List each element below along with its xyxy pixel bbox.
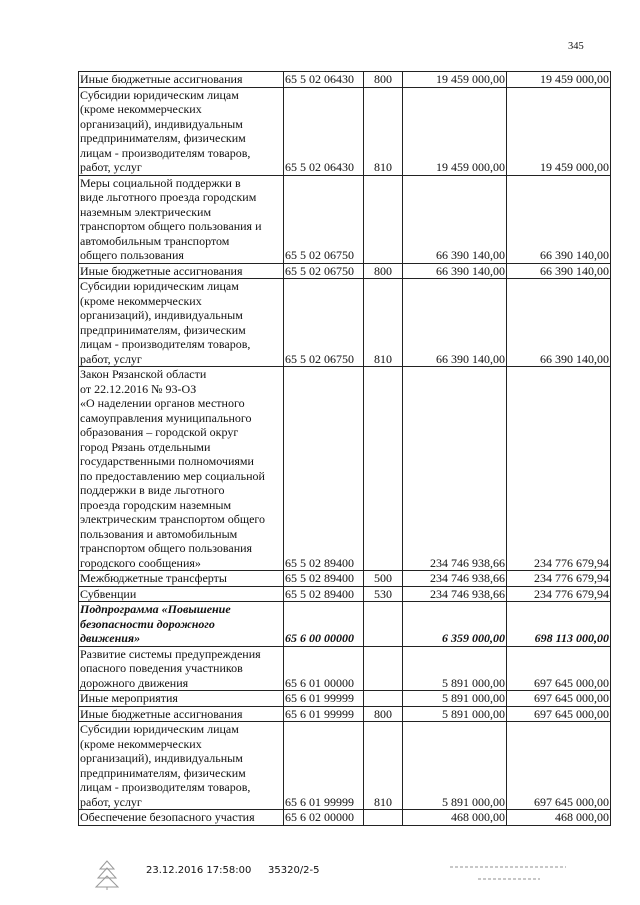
print-date: 23.12.2016 17:58:00 [146, 865, 252, 876]
cell-code: 65 6 01 99999 [284, 691, 364, 707]
cell-expense-type: 800 [364, 706, 403, 722]
cell-amount-1: 6 359 000,00 [403, 602, 507, 647]
cell-name: Субсидии юридическим лицам (кроме некоммерческих организаций), индивидуальным предпринимателям, физическим лицам - производителям товаров, работ, услуг [79, 87, 284, 175]
cell-expense-type [364, 602, 403, 647]
cell-name: Иные бюджетные ассигнования [79, 263, 284, 279]
cell-amount-1: 19 459 000,00 [403, 87, 507, 175]
table-row [79, 706, 611, 722]
cell-amount-2: 697 645 000,00 [507, 646, 611, 691]
cell-amount-2: 468 000,00 [507, 810, 611, 826]
cell-expense-type [364, 367, 403, 571]
table-row [79, 586, 611, 602]
cell-amount-2: 66 390 140,00 [507, 263, 611, 279]
table-row [79, 263, 611, 279]
table-row [79, 646, 611, 691]
cell-name: Подпрограмма «Повышение безопасности дорожного движения» [79, 602, 284, 647]
cell-code: 65 5 02 89400 [284, 586, 364, 602]
document-number: 35320/2-5 [268, 865, 320, 876]
cell-amount-1: 468 000,00 [403, 810, 507, 826]
cell-amount-2: 19 459 000,00 [507, 87, 611, 175]
table-row [79, 87, 611, 175]
table-row [79, 810, 611, 826]
cell-name: Иные мероприятия [79, 691, 284, 707]
cell-amount-1: 5 891 000,00 [403, 722, 507, 810]
cell-expense-type: 810 [364, 722, 403, 810]
archive-stamp-icon [94, 859, 120, 894]
cell-amount-1: 5 891 000,00 [403, 646, 507, 691]
table-row [79, 691, 611, 707]
cell-amount-1: 234 746 938,66 [403, 367, 507, 571]
cell-amount-2: 697 645 000,00 [507, 706, 611, 722]
cell-amount-1: 5 891 000,00 [403, 706, 507, 722]
cell-amount-2: 234 776 679,94 [507, 586, 611, 602]
table-row [79, 602, 611, 647]
cell-amount-2: 697 645 000,00 [507, 722, 611, 810]
cell-expense-type: 530 [364, 586, 403, 602]
cell-code: 65 6 01 99999 [284, 706, 364, 722]
cell-expense-type [364, 646, 403, 691]
faded-seal-watermark [448, 859, 568, 891]
cell-name: Субсидии юридическим лицам (кроме некоммерческих организаций), индивидуальным предпринимателям, физическим лицам - производителям товаров, работ, услуг [79, 279, 284, 367]
cell-expense-type [364, 691, 403, 707]
cell-amount-2: 234 776 679,94 [507, 367, 611, 571]
page-footer [0, 859, 640, 899]
cell-name: Иные бюджетные ассигнования [79, 72, 284, 88]
cell-code: 65 5 02 06430 [284, 87, 364, 175]
table-row [79, 571, 611, 587]
cell-amount-2: 698 113 000,00 [507, 602, 611, 647]
cell-amount-2: 234 776 679,94 [507, 571, 611, 587]
cell-expense-type: 810 [364, 279, 403, 367]
cell-expense-type: 800 [364, 72, 403, 88]
cell-amount-2: 66 390 140,00 [507, 279, 611, 367]
cell-amount-1: 66 390 140,00 [403, 263, 507, 279]
cell-expense-type [364, 175, 403, 263]
cell-amount-1: 5 891 000,00 [403, 691, 507, 707]
cell-expense-type: 500 [364, 571, 403, 587]
cell-code: 65 5 02 06430 [284, 72, 364, 88]
cell-code: 65 5 02 06750 [284, 263, 364, 279]
page-number: 345 [568, 41, 584, 52]
cell-name: Закон Рязанской области от 22.12.2016 № 93-ОЗ «О наделении органов местного самоуправления муниципального образования – городской округ город Рязань отдельными государственными полномочиями по предоставлению мер социальной поддержки в виде льготного проезда городским наземным электрическим транспортом общего пользования и автомобильным транспортом общего пользования городского сообщения» [79, 367, 284, 571]
cell-amount-2: 19 459 000,00 [507, 72, 611, 88]
cell-name: Субсидии юридическим лицам (кроме некоммерческих организаций), индивидуальным предпринимателям, физическим лицам - производителям товаров, работ, услуг [79, 722, 284, 810]
table-body [79, 72, 611, 826]
cell-name: Субвенции [79, 586, 284, 602]
cell-code: 65 5 02 89400 [284, 571, 364, 587]
cell-amount-1: 66 390 140,00 [403, 175, 507, 263]
budget-table [78, 71, 611, 826]
cell-amount-2: 66 390 140,00 [507, 175, 611, 263]
cell-code: 65 6 01 99999 [284, 722, 364, 810]
cell-amount-1: 66 390 140,00 [403, 279, 507, 367]
cell-name: Меры социальной поддержки в виде льготного проезда городским наземным электрическим транспортом общего пользования и автомобильным транспортом общего пользования [79, 175, 284, 263]
cell-amount-1: 19 459 000,00 [403, 72, 507, 88]
cell-expense-type: 800 [364, 263, 403, 279]
cell-code: 65 6 02 00000 [284, 810, 364, 826]
table-row [79, 279, 611, 367]
cell-name: Обеспечение безопасного участия [79, 810, 284, 826]
table-row [79, 72, 611, 88]
cell-amount-1: 234 746 938,66 [403, 571, 507, 587]
cell-amount-1: 234 746 938,66 [403, 586, 507, 602]
cell-name: Межбюджетные трансферты [79, 571, 284, 587]
cell-amount-2: 697 645 000,00 [507, 691, 611, 707]
cell-code: 65 5 02 89400 [284, 367, 364, 571]
table-row [79, 367, 611, 571]
cell-code: 65 5 02 06750 [284, 279, 364, 367]
table-row [79, 175, 611, 263]
cell-name: Развитие системы предупреждения опасного поведения участников дорожного движения [79, 646, 284, 691]
table-row [79, 722, 611, 810]
cell-code: 65 5 02 06750 [284, 175, 364, 263]
cell-code: 65 6 01 00000 [284, 646, 364, 691]
cell-name: Иные бюджетные ассигнования [79, 706, 284, 722]
cell-expense-type: 810 [364, 87, 403, 175]
cell-expense-type [364, 810, 403, 826]
cell-code: 65 6 00 00000 [284, 602, 364, 647]
